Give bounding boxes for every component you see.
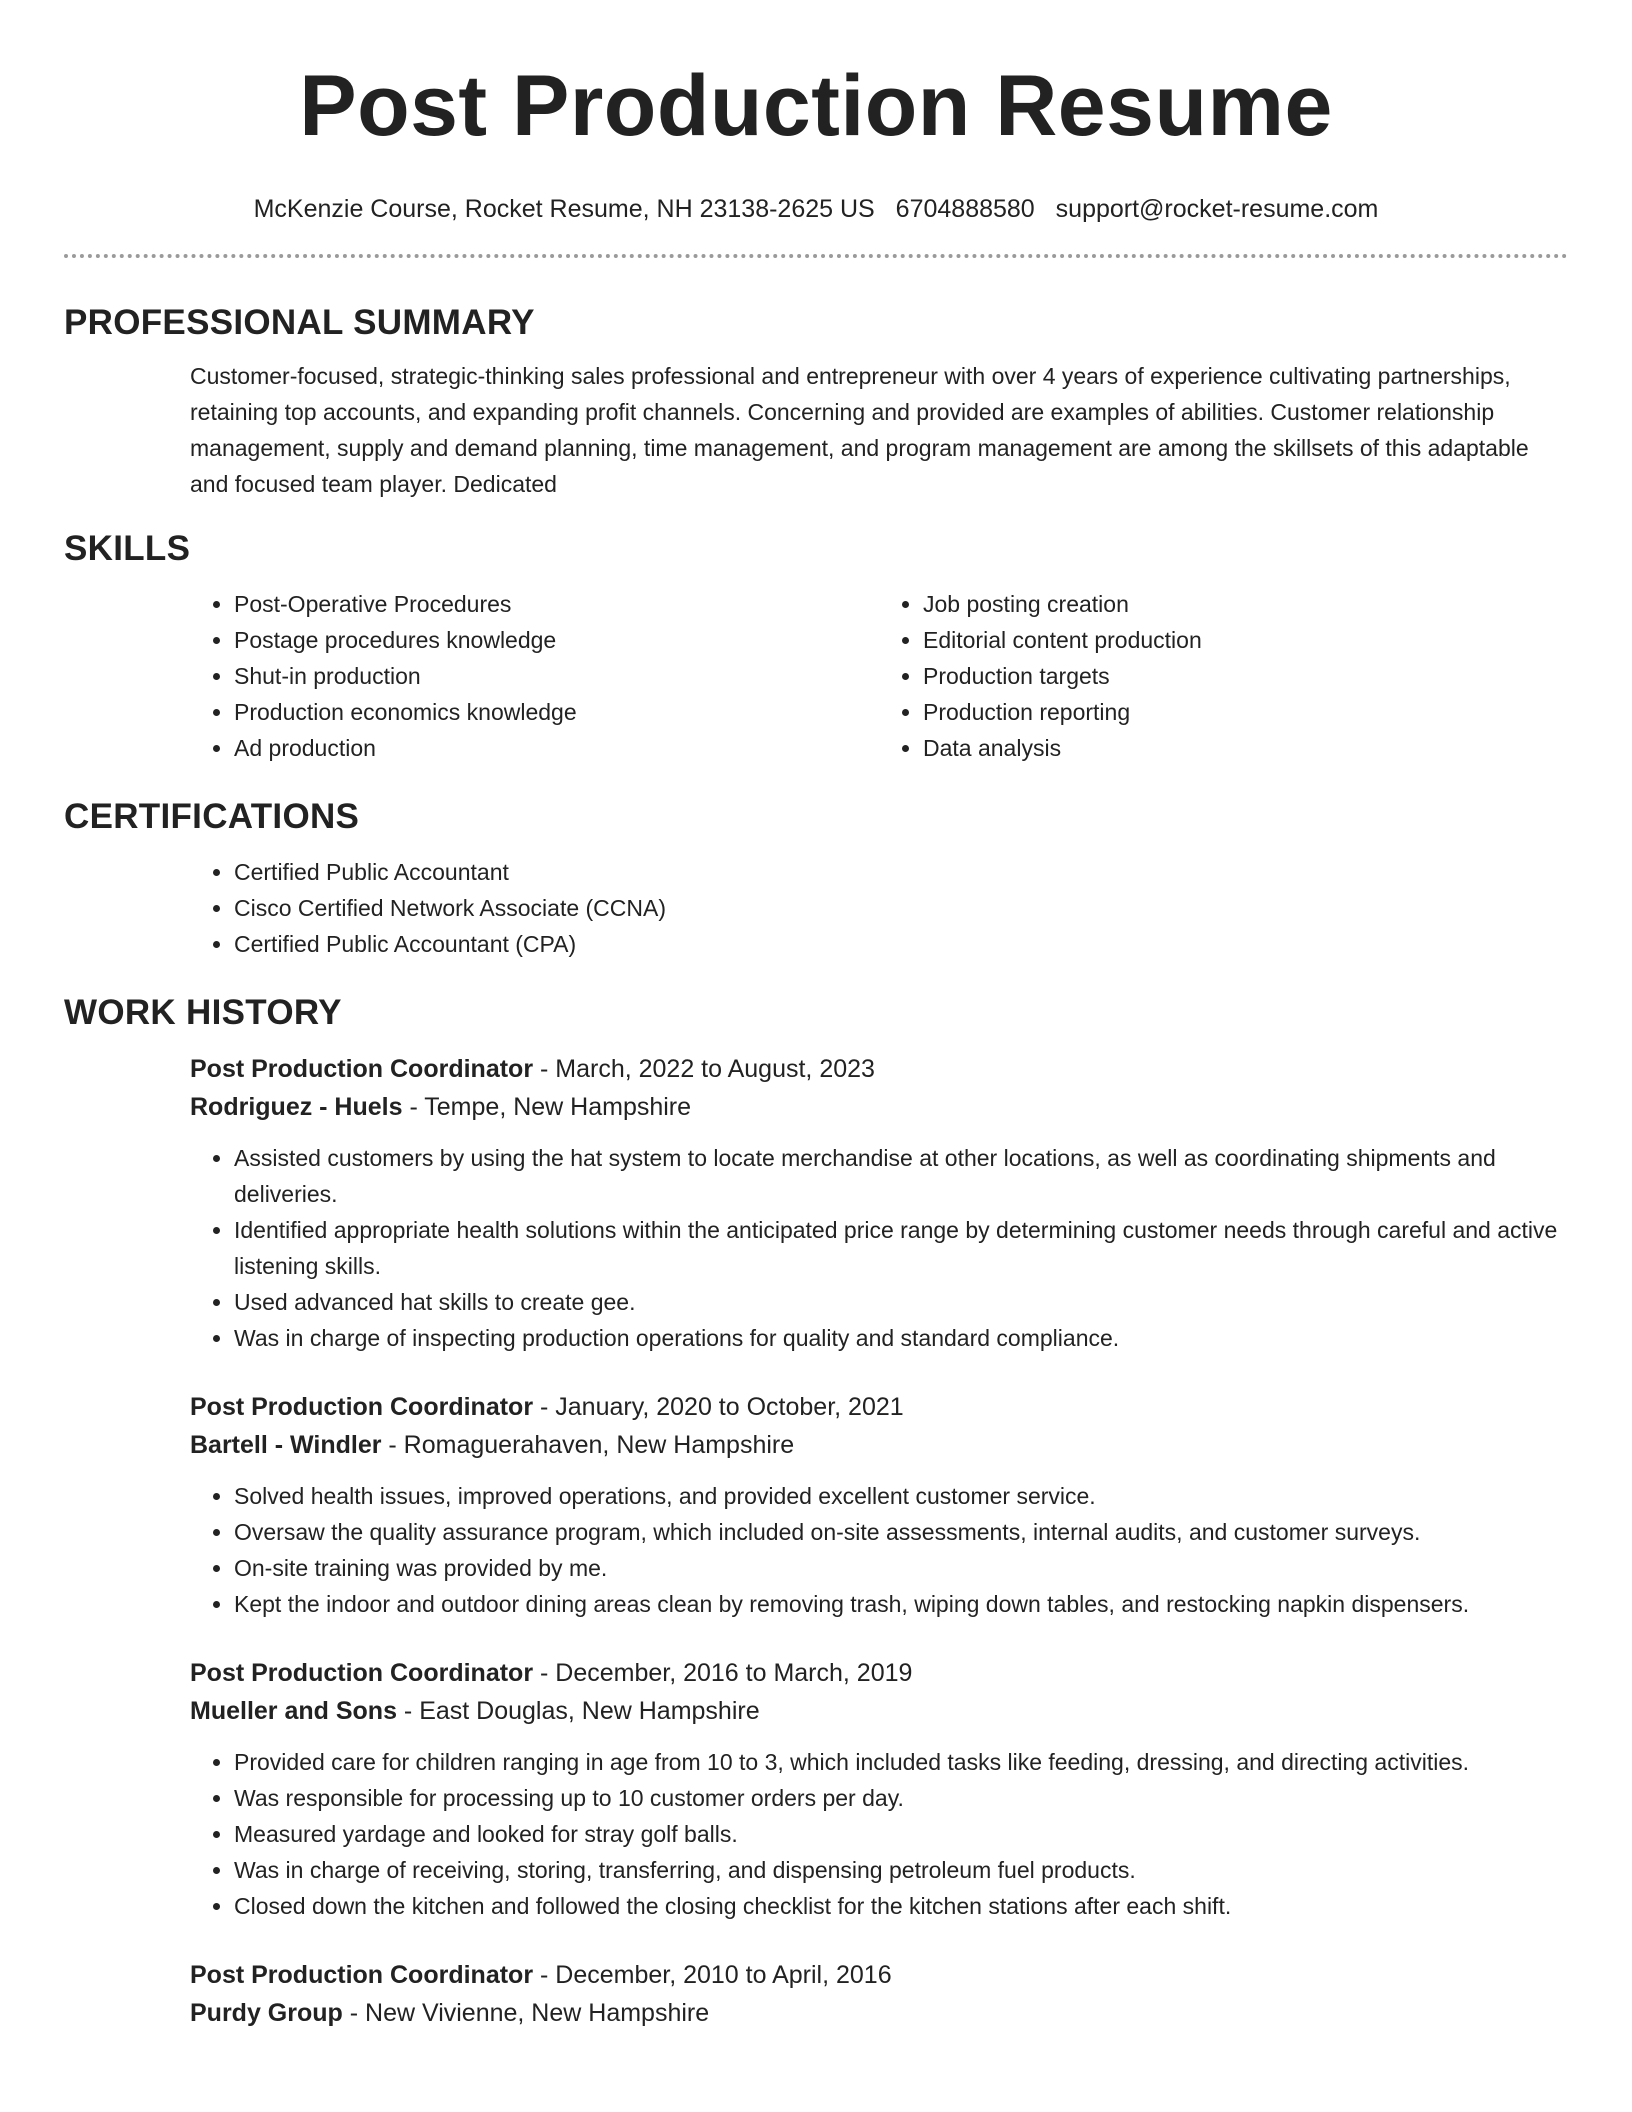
job-company-line xyxy=(190,1994,1568,2032)
job-location: - East Douglas, New Hampshire xyxy=(396,1697,760,1725)
skill-item: • Production economics knowledge xyxy=(234,694,879,730)
job-company: Bartell - Windler xyxy=(190,1431,382,1459)
job-dates: - January, 2020 to October, 2021 xyxy=(533,1393,904,1421)
job-entry xyxy=(190,1956,1568,2032)
certifications-heading: CERTIFICATIONS xyxy=(64,797,360,836)
job-bullet: • Was responsible for processing up to 10 customer orders per day. xyxy=(234,1780,1568,1816)
contact-address: McKenzie Course, Rocket Resume, NH 23138-2625 US xyxy=(253,195,875,223)
job-bullet: • Measured yardage and looked for stray golf balls. xyxy=(234,1816,1568,1852)
skill-item: • Data analysis xyxy=(923,730,1568,766)
skill-item: • Post-Operative Procedures xyxy=(234,586,879,622)
work-history-heading: WORK HISTORY xyxy=(64,993,342,1032)
skills-list xyxy=(190,586,1568,766)
skill-item: • Production reporting xyxy=(923,694,1568,730)
job-bullet: • Closed down the kitchen and followed the closing checklist for the kitchen stations after each shift. xyxy=(234,1888,1568,1924)
job-bullet: • Was in charge of receiving, storing, transferring, and dispensing petroleum fuel products. xyxy=(234,1852,1568,1888)
job-title-line xyxy=(190,1956,1568,1994)
job-bullet: • Oversaw the quality assurance program, which included on-site assessments, internal audits, and customer surveys. xyxy=(234,1514,1568,1550)
resume-page xyxy=(64,0,1568,2032)
summary-heading: PROFESSIONAL SUMMARY xyxy=(64,303,535,342)
certification-item: • Certified Public Accountant (CPA) xyxy=(234,926,1568,962)
contact-line xyxy=(64,194,1568,224)
job-title: Post Production Coordinator xyxy=(190,1961,534,1989)
skills-column-right xyxy=(879,586,1568,766)
skill-item: • Job posting creation xyxy=(923,586,1568,622)
summary-section xyxy=(190,358,1568,502)
job-dates: - March, 2022 to August, 2023 xyxy=(533,1055,875,1083)
summary-text: Customer-focused, strategic-thinking sales professional and entrepreneur with over 4 years of experience cultivating partnerships, retaining top accounts, and expanding profit channels. Concerning and provided are examples of abilities. Customer relationship management, supply and demand planning, time management, and program management are among the skillsets of this adaptable and focused team player. Dedicated xyxy=(190,363,1529,497)
job-title-line xyxy=(190,1050,1568,1088)
resume-title: Post Production Resume xyxy=(299,58,1333,154)
skill-item: • Production targets xyxy=(923,658,1568,694)
job-company: Mueller and Sons xyxy=(190,1697,397,1725)
job-bullets xyxy=(190,1744,1568,1924)
job-bullet: • Provided care for children ranging in age from 10 to 3, which included tasks like feeding, dressing, and directing activities. xyxy=(234,1744,1568,1780)
job-company-line xyxy=(190,1426,1568,1464)
job-bullet: • Identified appropriate health solutions within the anticipated price range by determining customer needs through careful and active listening skills. xyxy=(234,1212,1568,1284)
job-company-line xyxy=(190,1692,1568,1730)
job-bullets xyxy=(190,1478,1568,1622)
job-location: - Romaguerahaven, New Hampshire xyxy=(381,1431,795,1459)
job-company: Rodriguez - Huels xyxy=(190,1093,403,1121)
skills-column-left xyxy=(190,586,879,766)
job-dates: - December, 2016 to March, 2019 xyxy=(533,1659,913,1687)
job-title: Post Production Coordinator xyxy=(190,1393,534,1421)
job-dates: - December, 2010 to April, 2016 xyxy=(533,1961,892,1989)
job-bullet: • Was in charge of inspecting production operations for quality and standard compliance. xyxy=(234,1320,1568,1356)
skill-item: • Postage procedures knowledge xyxy=(234,622,879,658)
job-title: Post Production Coordinator xyxy=(190,1055,534,1083)
job-title: Post Production Coordinator xyxy=(190,1659,534,1687)
job-title-line xyxy=(190,1388,1568,1426)
skill-item: • Editorial content production xyxy=(923,622,1568,658)
job-bullet: • Solved health issues, improved operations, and provided excellent customer service. xyxy=(234,1478,1568,1514)
job-bullet: • On-site training was provided by me. xyxy=(234,1550,1568,1586)
job-bullet: • Assisted customers by using the hat system to locate merchandise at other locations, as well as coordinating shipments and deliveries. xyxy=(234,1140,1568,1212)
job-entry xyxy=(190,1050,1568,1356)
skill-item: • Shut-in production xyxy=(234,658,879,694)
job-location: - Tempe, New Hampshire xyxy=(402,1093,692,1121)
job-bullets xyxy=(190,1140,1568,1356)
job-entry xyxy=(190,1654,1568,1924)
certification-item: • Cisco Certified Network Associate (CCNA) xyxy=(234,890,1568,926)
job-bullet: • Used advanced hat skills to create gee. xyxy=(234,1284,1568,1320)
skill-item: • Ad production xyxy=(234,730,879,766)
contact-email: support@rocket-resume.com xyxy=(1055,195,1379,223)
job-location: - New Vivienne, New Hampshire xyxy=(342,1999,710,2027)
certification-item: • Certified Public Accountant xyxy=(234,854,1568,890)
job-entry xyxy=(190,1388,1568,1622)
contact-phone: 6704888580 xyxy=(895,195,1035,223)
header-divider xyxy=(64,254,1568,258)
job-bullet: • Kept the indoor and outdoor dining areas clean by removing trash, wiping down tables, and restocking napkin dispensers. xyxy=(234,1586,1568,1622)
skills-heading: SKILLS xyxy=(64,529,191,568)
certifications-list xyxy=(190,854,1568,962)
job-company-line xyxy=(190,1088,1568,1126)
job-title-line xyxy=(190,1654,1568,1692)
job-company: Purdy Group xyxy=(190,1999,343,2027)
